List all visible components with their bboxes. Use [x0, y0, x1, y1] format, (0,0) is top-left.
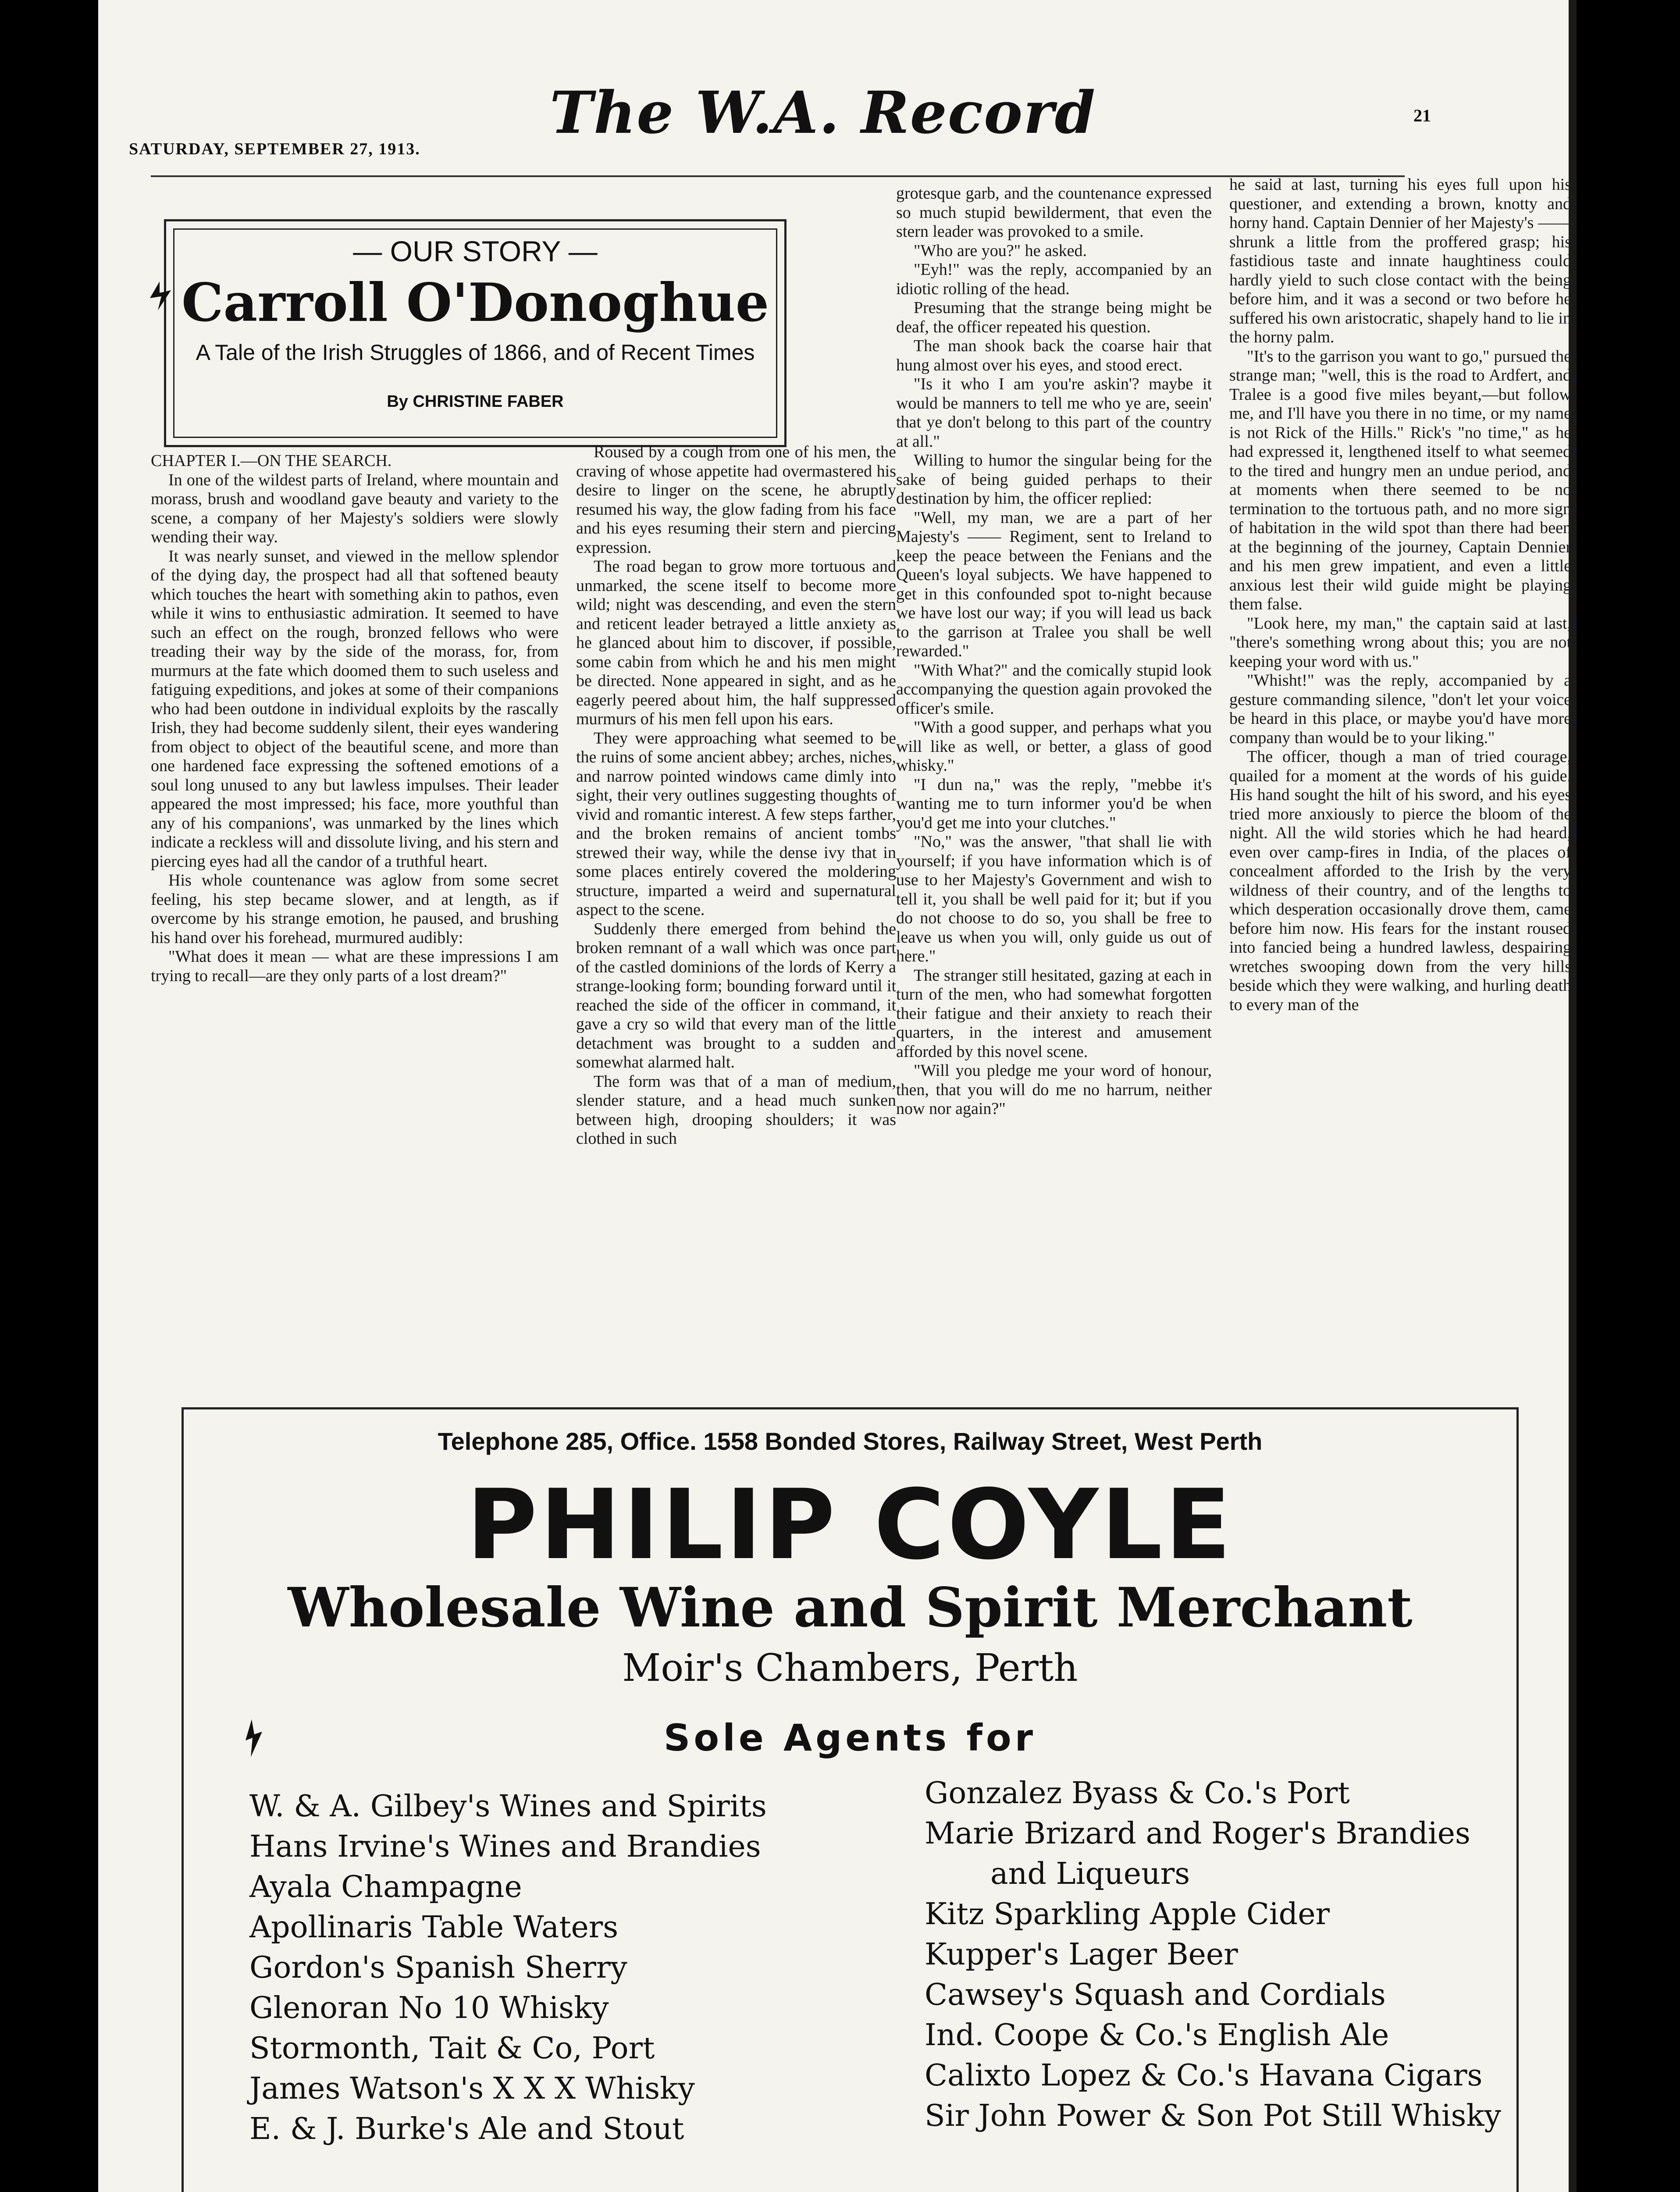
paragraph: Willing to humor the singular being for the sake of being guided perhaps to their destination by him, the officer replied:	[896, 451, 1212, 508]
text-column-1	[151, 452, 559, 1267]
list-item: Marie Brizard and Roger's Brandies	[925, 1816, 1470, 1851]
ad-trade: Wholesale Wine and Spirit Merchant	[288, 1576, 1413, 1640]
paragraph: "With a good supper, and perhaps what you will like as well, or better, a glass of good whisky."	[896, 718, 1212, 775]
list-item: Ind. Coope & Co.'s English Ale	[925, 2018, 1389, 2053]
paragraph: "It's to the garrison you want to go," pursued the strange man; "well, this is the road to Ardfert, and Tralee is a good five miles beyant,—but follow me, and I'll have you there in no time, or my name is not Rick of the Hills." Rick's "no time," as he had expressed it, lengthened itself to what seemed to the tired and hungry men an undue period, and at moments when there seemed to be no termination to the tortuous path, and no more sign of habitation in the wild spot than there had been at the beginning of the journey, Captain Dennier and his men grew impatient, and even a little anxious lest their wild guide might be playing them false.	[1229, 347, 1571, 613]
ad-merchant-name: PHILIP COYLE	[466, 1469, 1234, 1581]
list-item: Hans Irvine's Wines and Brandies	[249, 1829, 761, 1864]
margin-ink-mark-icon	[146, 281, 173, 311]
ad-phone-line: Telephone 285, Office. 1558 Bonded Stores, Railway Street, West Perth	[438, 1427, 1263, 1455]
paragraph: The road began to grow more tortuous and unmarked, the scene itself to become more wild; night was descending, and even the stern and reticent leader betrayed a little anxiety as he glanced about him to discover, if possible, some cabin from which he and his men might be directed. None appeared in sight, and as he eagerly peered about him, the half suppressed murmurs of his men fell upon his ears.	[576, 557, 896, 728]
text-column-3	[896, 184, 1212, 1276]
paragraph: The officer, though a man of tried courage, quailed for a moment at the words of his guide. His hand sought the hilt of his sword, and his eyes tried more anxiously to pierce the bloom of the night. All the wild stories which he had heard, even over camp-fires in India, of the places of concealment afforded to the Irish by the very wildness of their country, and of the lengths to which desperation occasionally drove them, came before him now. His fears for the instant roused into fancied being a hundred lawless, despairing wretches swooping down from the very hills beside which they were walking, and hurling death to every man of the	[1229, 747, 1571, 1014]
text-column-2	[576, 443, 896, 1276]
list-item: Gonzalez Byass & Co.'s Port	[925, 1776, 1350, 1811]
ad-agents-heading: Sole Agents for	[663, 1716, 1037, 1759]
paragraph: grotesque garb, and the countenance expressed so much stupid bewilderment, that even the stern leader was provoked to a smile.	[896, 184, 1212, 241]
list-item: Apollinaris Table Waters	[249, 1910, 619, 1945]
page-number: 21	[1413, 106, 1431, 125]
paragraph: In one of the wildest parts of Ireland, where mountain and morass, brush and woodland gave beauty and variety to the scene, a company of her Majesty's soldiers were slowly wending their way.	[151, 470, 559, 546]
list-item: Sir John Power & Son Pot Still Whisky	[925, 2099, 1502, 2133]
paragraph: His whole countenance was aglow from some secret feeling, his step became slower, and at length, as if overcome by his strange emotion, he paused, and brushing his hand over his forehead, murmured audibly:	[151, 871, 559, 947]
list-item: Calixto Lopez & Co.'s Havana Cigars	[925, 2058, 1483, 2093]
paragraph: "Who are you?" he asked.	[914, 241, 1087, 260]
masthead: The W.A. Record	[550, 79, 1096, 147]
chapter-heading: CHAPTER I.—ON THE SEARCH.	[151, 452, 392, 470]
margin-ink-mark-icon	[243, 1719, 265, 1758]
paragraph: "What does it mean — what are these impressions I am trying to recall—are they only parts of a lost dream?"	[151, 947, 559, 985]
list-item: E. & J. Burke's Ale and Stout	[249, 2112, 684, 2146]
list-item: W. & A. Gilbey's Wines and Spirits	[249, 1789, 767, 1824]
paragraph: "Well, my man, we are a part of her Majesty's —— Regiment, sent to Ireland to keep the peace between the Fenians and the Queen's loyal subjects. We have happened to get in this confounded spot to-night because we have lost our way; if you will lead us back to the garrison at Tralee you shall be well rewarded."	[896, 508, 1212, 660]
header-rule	[151, 175, 1405, 177]
paragraph: he said at last, turning his eyes full upon his questioner, and extending a brown, knotty and horny hand. Captain Dennier of her Majesty's —— shrunk a little from the proffered grasp; his fastidious taste and innate haughtiness could hardly yield to such close contact with the being before him, and it was a second or two before he suffered his own aristocratic, shapely hand to lie in the horny palm.	[1229, 175, 1571, 346]
list-item: Kitz Sparkling Apple Cider	[925, 1897, 1330, 1932]
list-item: James Watson's X X X Whisky	[249, 2071, 695, 2106]
paragraph: They were approaching what seemed to be the ruins of some ancient abbey; arches, niches, and narrow pointed windows came dimly into sight, their very outlines suggesting thoughts of vivid and romantic interest. A few steps farther, and the broken remains of ancient tombs strewed their way, while the dense ivy that in some places entirely covered the moldering structure, imparted a weird and supernatural aspect to the scene.	[576, 729, 896, 919]
paragraph: "With What?" and the comically stupid look accompanying the question again provoked the officer's smile.	[896, 661, 1212, 718]
story-subtitle: A Tale of the Irish Struggles of 1866, and of Recent Times	[196, 340, 755, 365]
paragraph: "I dun na," was the reply, "mebbe it's wanting me to turn informer you'd be when you'd get me into your clutches."	[896, 775, 1212, 832]
paragraph: "No," was the answer, "that shall lie with yourself; if you have information which is of use to her Majesty's Government and wish to tell it, you shall be well paid for it; but if you do not choose to do so, you shall be free to leave us when you will, only guide us out of here."	[896, 833, 1212, 965]
paragraph: Roused by a cough from one of his men, the craving of whose appetite had overmastered his desire to linger on the scene, he abruptly resumed his way, the glow fading from his face and his eyes resuming their stern and piercing expression.	[576, 443, 896, 557]
story-byline: By CHRISTINE FABER	[387, 392, 564, 411]
list-item: Cawsey's Squash and Cordials	[925, 1978, 1386, 2012]
list-item: Kupper's Lager Beer	[925, 1937, 1238, 1972]
story-kicker: — OUR STORY —	[353, 235, 598, 267]
paragraph: The man shook back the coarse hair that hung almost over his eyes, and stood erect.	[896, 337, 1212, 374]
story-title: Carroll O'Donoghue	[181, 272, 769, 334]
ad-address: Moir's Chambers, Perth	[622, 1646, 1078, 1690]
paragraph: "Eyh!" was the reply, accompanied by an idiotic rolling of the head.	[896, 260, 1212, 298]
paragraph: "Whisht!" was the reply, accompanied by a gesture commanding silence, "don't let your voice be heard in this place, or maybe you'd have more company than would be to your liking."	[1229, 671, 1571, 747]
paragraph: Suddenly there emerged from behind the broken remnant of a wall which was once part of the castled dominions of the lords of Kerry a strange-looking form; bounding forward until it reached the side of the officer in command, it gave a cry so wild that every man of the little detachment was brought to a sudden and somewhat alarmed halt.	[576, 919, 896, 1071]
issue-date: SATURDAY, SEPTEMBER 27, 1913.	[129, 140, 420, 158]
list-item: Gordon's Spanish Sherry	[249, 1950, 627, 1985]
paragraph: Presuming that the strange being might be deaf, the officer repeated his question.	[896, 299, 1212, 336]
text-column-4	[1229, 175, 1571, 1276]
newspaper-page	[98, 0, 1577, 2192]
story-heading-box	[164, 219, 787, 447]
paragraph: The stranger still hesitated, gazing at each in turn of the men, who had somewhat forgotten their fatigue and their anxiety to reach their quarters, in the interest and amusement afforded by this novel scene.	[896, 966, 1212, 1061]
paragraph: It was nearly sunset, and viewed in the mellow splendor of the dying day, the prospect had all that softened beauty which touches the heart with something akin to pathos, even while it wins to enthusiastic admiration. It seemed to have such an effect on the rough, bronzed fellows who were treading their way by the side of the morass, for, from murmurs at the fate which doomed them to such useless and fatiguing expeditions, and jokes at some of their companions who had been outdone in individual exploits by the rascally Irish, they had become suddenly silent, their eyes wandering from object to object of the beautiful scene, and more than one hardened face expressing the softened emotions of a soul long unused to any but lawless impulses. Their leader appeared the most impressed; his face, more youthful than any of his companions', was unmarked by the lines which indicate a reckless will and dissolute living, and his stern and piercing eyes had all the candor of a truthful heart.	[151, 547, 559, 871]
list-item: and Liqueurs	[990, 1857, 1190, 1891]
ad-agents-left-list	[249, 1786, 767, 2149]
paragraph: "Is it who I am you're askin'? maybe it would be manners to tell me who ye are, seein' that ye don't belong to this part of the country at all."	[896, 375, 1212, 451]
list-item: Stormonth, Tait & Co, Port	[249, 2031, 655, 2066]
ad-agents-right-list	[925, 1773, 1501, 2136]
paragraph: "Will you pledge me your word of honour, then, that you will do me no harrum, neither now nor again?"	[896, 1061, 1212, 1118]
paragraph: The form was that of a man of medium, slender stature, and a head much sunken between high, drooping shoulders; it was clothed in such	[576, 1072, 896, 1148]
paragraph: "Look here, my man," the captain said at last, "there's something wrong about this; you are not keeping your word with us."	[1229, 614, 1571, 671]
list-item: Ayala Champagne	[249, 1870, 522, 1904]
list-item: Glenoran No 10 Whisky	[249, 1991, 609, 2025]
advertisement-philip-coyle	[182, 1407, 1519, 2192]
